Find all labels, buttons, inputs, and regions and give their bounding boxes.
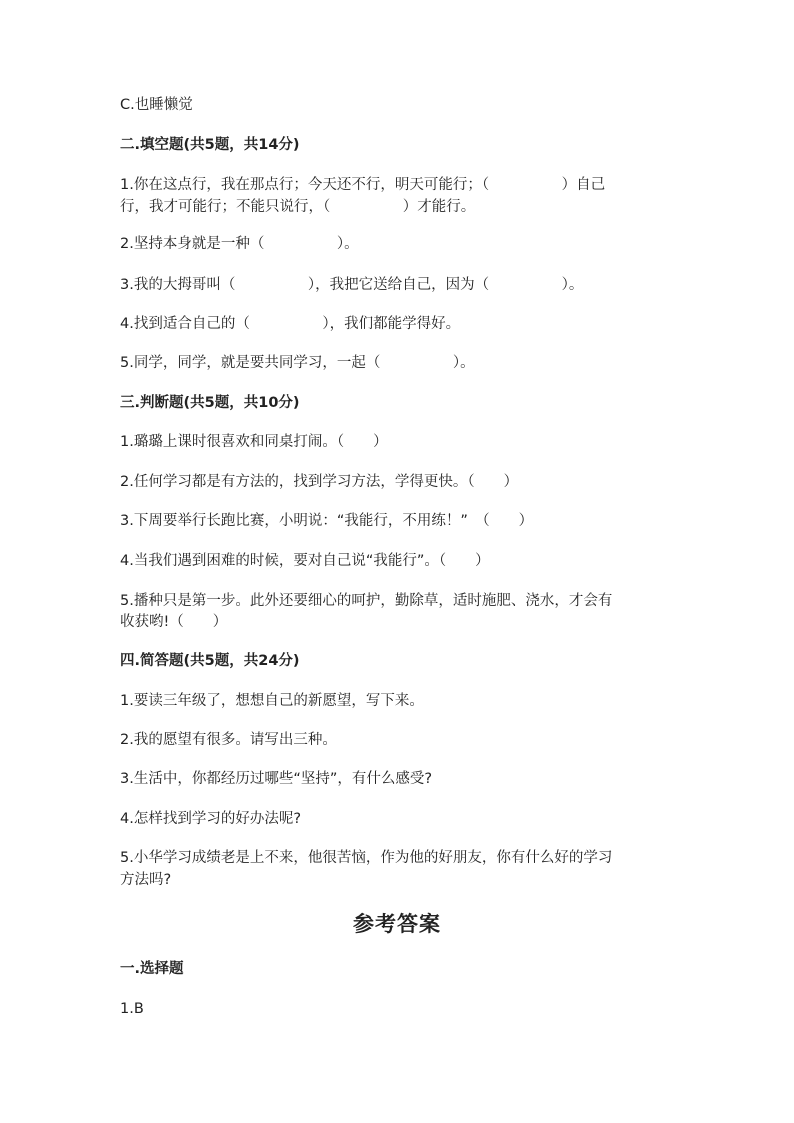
- short-answer-q5-line1: 5.小华学习成绩老是上不来，他很苦恼，作为他的好朋友，你有什么好的学习: [120, 850, 613, 866]
- short-answer-q1: 1.要读三年级了，想想自己的新愿望，写下来。: [120, 693, 424, 709]
- fill-blank-q2: 2.坚持本身就是一种（ ）。: [120, 236, 359, 252]
- short-answer-q3: 3.生活中，你都经历过哪些“坚持”，有什么感受?: [120, 771, 433, 787]
- true-false-q5-line1: 5.播种只是第一步。此外还要细心的呵护，勤除草，适时施肥、浇水，才会有: [120, 593, 613, 609]
- fill-blank-heading: 二.填空题(共5题，共14分): [120, 137, 300, 153]
- true-false-q2: 2.任何学习都是有方法的，找到学习方法，学得更快。（ ）: [120, 474, 519, 490]
- short-answer-q5-line2: 方法吗?: [120, 872, 172, 888]
- short-answer-q4: 4.怎样找到学习的好办法呢?: [120, 811, 302, 827]
- short-answer-q2: 2.我的愿望有很多。请写出三种。: [120, 732, 337, 748]
- short-answer-heading: 四.简答题(共5题，共24分): [120, 653, 300, 669]
- true-false-q1: 1.璐璐上课时很喜欢和同桌打闹。（ ）: [120, 434, 388, 450]
- true-false-q5-line2: 收获哟!（ ）: [120, 614, 228, 630]
- answer-choice-heading: 一.选择题: [120, 961, 184, 977]
- answer-item-1: 1.B: [120, 1001, 144, 1017]
- fill-blank-q1-line2: 行，我才可能行；不能只说行，（ ）才能行。: [120, 199, 476, 215]
- fill-blank-q4: 4.找到适合自己的（ ），我们都能学得好。: [120, 316, 461, 332]
- fill-blank-q5: 5.同学，同学，就是要共同学习，一起（ ）。: [120, 355, 475, 371]
- true-false-q4: 4.当我们遇到困难的时候，要对自己说“我能行”。（ ）: [120, 553, 490, 569]
- choice-option-c: C.也睡懒觉: [120, 97, 193, 113]
- answer-key-title: 参考答案: [353, 911, 441, 936]
- true-false-q3: 3.下周要举行长跑比赛，小明说：“我能行，不用练！” （ ）: [120, 513, 534, 529]
- true-false-heading: 三.判断题(共5题，共10分): [120, 395, 300, 411]
- fill-blank-q1-line1: 1.你在这点行，我在那点行；今天还不行，明天可能行；（ ）自己: [120, 177, 606, 193]
- fill-blank-q3: 3.我的大拇哥叫（ ），我把它送给自己，因为（ ）。: [120, 277, 584, 293]
